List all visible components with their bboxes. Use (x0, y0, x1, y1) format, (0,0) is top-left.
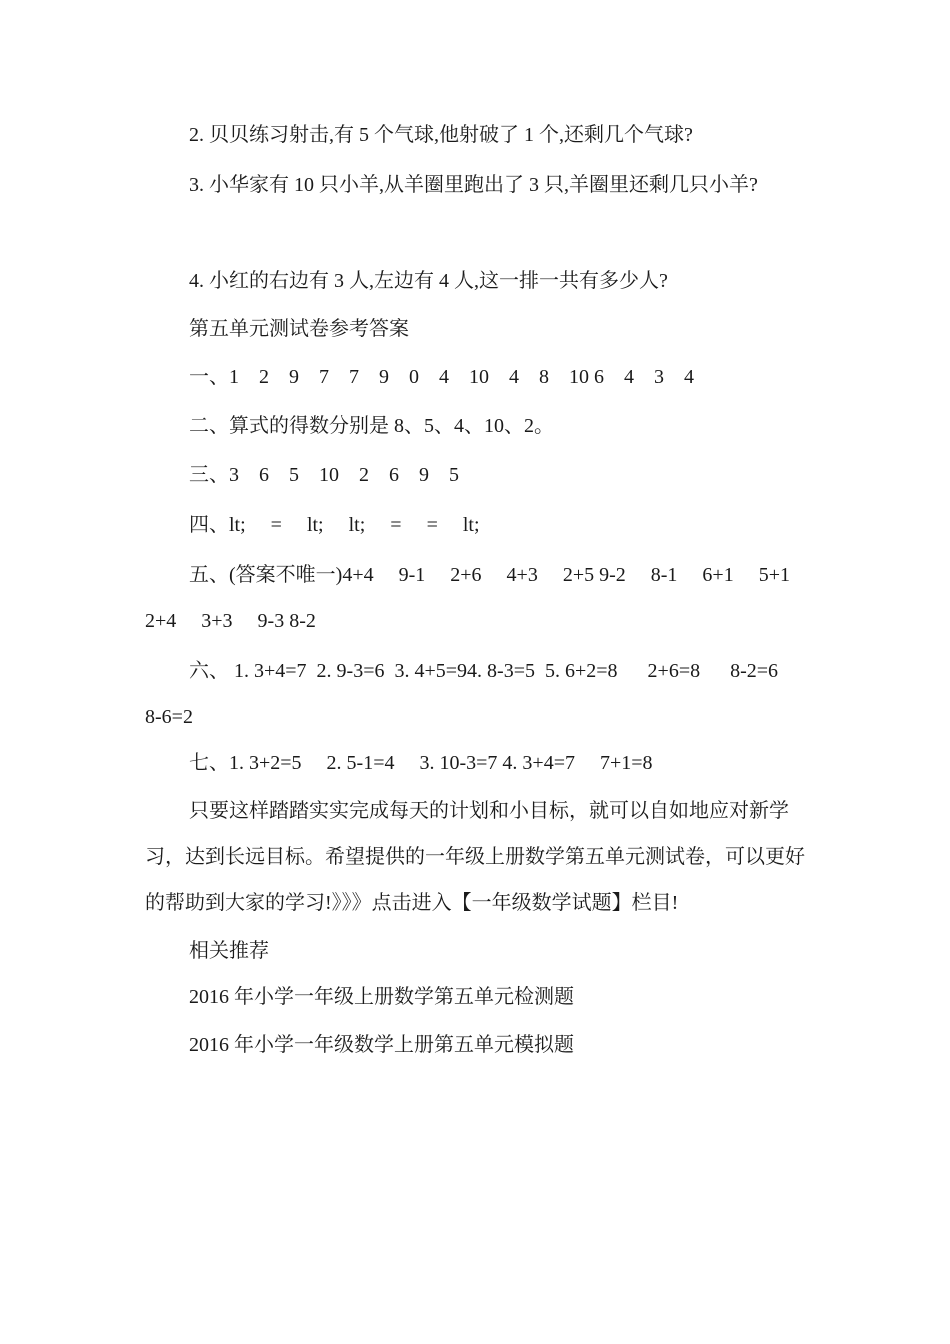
answer-key-heading: 第五单元测试卷参考答案 (189, 318, 409, 340)
answer-section-1: 一、1 2 9 7 7 9 0 4 10 4 8 10 6 4 3 4 (189, 366, 694, 388)
question-3: 3. 小华家有 10 只小羊,从羊圈里跑出了 3 只,羊圈里还剩几只小羊? (189, 174, 758, 196)
answer-section-6: 六、 1. 3+4=7 2. 9-3=6 3. 4+5=94. 8-3=5 5. 6+2=8 2+6=8 8-2=6 8-6=2 (145, 660, 809, 728)
answer-section-2: 二、算式的得数分别是 8、5、4、10、2。 (189, 415, 554, 437)
answer-section-7: 七、1. 3+2=5 2. 5-1=4 3. 10-3=7 4. 3+4=7 7+1=8 (189, 752, 653, 774)
related-heading: 相关推荐 (189, 940, 269, 962)
answer-section-3: 三、3 6 5 10 2 6 9 5 (189, 464, 459, 486)
related-link-1[interactable]: 2016 年小学一年级上册数学第五单元检测题 (189, 986, 574, 1008)
answer-section-4: 四、lt; = lt; lt; = = lt; (189, 514, 480, 536)
question-2: 2. 贝贝练习射击,有 5 个气球,他射破了 1 个,还剩几个气球? (189, 124, 693, 146)
closing-paragraph: 只要这样踏踏实实完成每天的计划和小目标，就可以自如地应对新学习，达到长远目标。希望提供的一年级上册数学第五单元测试卷，可以更好的帮助到大家的学习!》》》点击进入【一年级数学试题】栏目! (145, 800, 805, 914)
related-link-2[interactable]: 2016 年小学一年级数学上册第五单元模拟题 (189, 1034, 574, 1056)
question-4: 4. 小红的右边有 3 人,左边有 4 人,这一排一共有多少人? (189, 270, 668, 292)
answer-section-5: 五、(答案不唯一)4+4 9-1 2+6 4+3 2+5 9-2 8-1 6+1 5+1 2+4 3+3 9-3 8-2 (145, 564, 815, 632)
